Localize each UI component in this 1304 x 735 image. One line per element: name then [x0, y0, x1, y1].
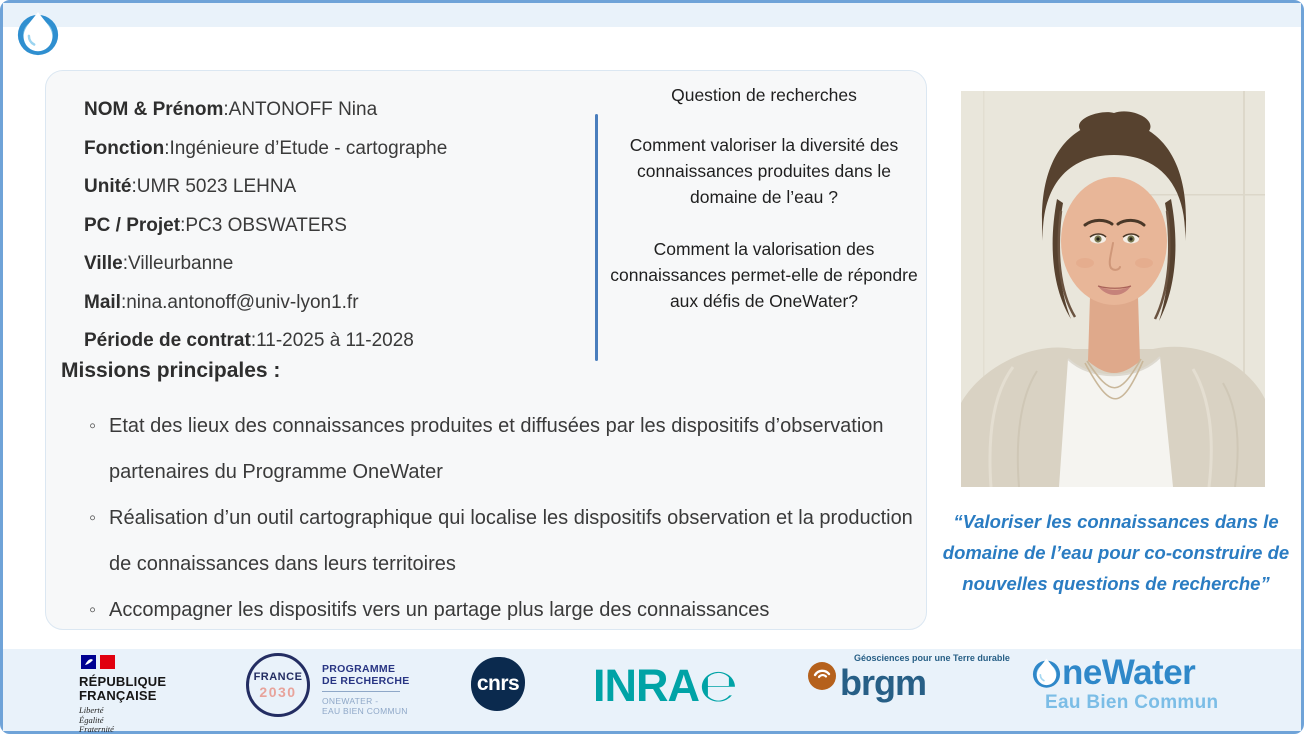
- info-sep: :: [164, 137, 170, 159]
- mission-item: [89, 403, 927, 495]
- onewater-wordmark: neWater: [1062, 653, 1196, 692]
- f2030-divider: [322, 691, 400, 692]
- f2030-title-line1: PROGRAMME: [322, 663, 396, 675]
- quote-text: “Valoriser les connaissances dans le domaine de l’eau pour co-construire de nouvelles questions de recherche”: [942, 511, 1290, 594]
- info-value: PC3 OBSWATERS: [185, 214, 347, 236]
- cnrs-logo: [471, 657, 525, 711]
- info-row-project: [84, 207, 447, 246]
- france-2030-year: 2030: [259, 683, 297, 700]
- bullet-icon: ◦: [89, 507, 97, 529]
- info-sep: :: [120, 291, 127, 313]
- info-label: Unité: [84, 176, 132, 198]
- mission-text: Etat des lieux des connaissances produites et diffusées par les dispositifs d’observation partenaires du Programme OneWater: [109, 415, 884, 483]
- inrae-text: INRA: [593, 660, 699, 711]
- info-row-function: [84, 130, 447, 169]
- research-questions: [604, 83, 924, 340]
- info-row-city: [84, 245, 447, 284]
- mission-text: Réalisation d’un outil cartographique qui localise les dispositifs observation et la production de connaissances dans leurs territoires: [109, 507, 913, 575]
- water-drop-icon: [15, 11, 61, 57]
- f2030-sub-line1: ONEWATER -: [322, 696, 379, 706]
- info-row-unit: [84, 168, 447, 207]
- brgm-circle-icon: [807, 661, 837, 691]
- vertical-divider: [595, 114, 598, 361]
- inrae-logo: [593, 659, 737, 712]
- france-2030-logo: [246, 653, 410, 717]
- republique-francaise-logo: [79, 655, 166, 735]
- profile-card: [45, 70, 927, 630]
- research-title: Question de recherches: [671, 85, 857, 105]
- info-value: 11-2025 à 11-2028: [256, 330, 414, 352]
- rf-title-line1: RÉPUBLIQUE: [79, 674, 167, 689]
- onewater-subtitle: Eau Bien Commun: [1045, 692, 1219, 713]
- profile-info: [84, 91, 447, 361]
- top-band: [3, 3, 1301, 27]
- info-label: Ville: [84, 253, 123, 275]
- portrait-photo: [961, 91, 1265, 487]
- info-value: UMR 5023 LEHNA: [136, 176, 297, 198]
- french-flag-icon: [81, 655, 115, 670]
- info-label: Fonction: [84, 137, 165, 159]
- info-sep: :: [223, 99, 229, 121]
- onewater-logo: [1031, 655, 1218, 714]
- mission-text: Accompagner les dispositifs vers un partage plus large des connaissances: [109, 599, 770, 621]
- rf-motto-fraternite: Fraternité: [79, 724, 114, 734]
- info-label: PC / Projet: [84, 214, 181, 236]
- info-value: nina.antonoff@univ-lyon1.fr: [126, 291, 359, 313]
- bullet-icon: ◦: [89, 599, 97, 621]
- info-row-mail: [84, 284, 447, 323]
- f2030-sub-line2: EAU BIEN COMMUN: [322, 706, 408, 716]
- brgm-name: brgm: [840, 662, 926, 703]
- research-question: Comment valoriser la diversité des connaissances produites dans le domaine de l’eau ?: [629, 135, 899, 207]
- info-sep: :: [250, 330, 257, 352]
- mission-item: [89, 587, 927, 633]
- inrae-e-glyph: ℮: [699, 659, 737, 712]
- missions-list: [89, 403, 927, 633]
- info-label: Période de contrat: [84, 330, 251, 352]
- france-2030-circle-icon: [246, 653, 310, 717]
- info-sep: :: [122, 253, 129, 275]
- info-sep: :: [131, 176, 137, 198]
- info-label: Mail: [84, 291, 121, 313]
- info-sep: :: [180, 214, 186, 236]
- info-row-contract: [84, 322, 447, 361]
- rf-motto-egalite: Égalité: [79, 714, 104, 725]
- info-value: Ingénieure d’Etude - cartographe: [169, 137, 448, 159]
- info-label: NOM & Prénom: [84, 99, 224, 121]
- f2030-title-line2: DE RECHERCHE: [322, 675, 410, 687]
- partner-logos: [3, 649, 1301, 734]
- info-row-name: [84, 91, 447, 130]
- info-value: ANTONOFF Nina: [228, 99, 378, 121]
- rf-title-line2: FRANÇAISE: [79, 688, 157, 703]
- missions-title: Missions principales :: [61, 359, 281, 382]
- brgm-tagline: Géosciences pour une Terre durable: [854, 653, 1010, 663]
- research-question: Comment la valorisation des connaissances permet-elle de répondre aux défis de OneWater?: [610, 239, 918, 311]
- bullet-icon: ◦: [89, 415, 97, 437]
- rf-motto-liberte: Liberté: [79, 705, 104, 715]
- cnrs-label: cnrs: [476, 672, 520, 695]
- france-2030-text: FRANCE: [253, 670, 303, 683]
- info-value: Villeurbanne: [128, 253, 234, 275]
- onewater-o-drop-icon: [1031, 658, 1062, 689]
- mission-item: [89, 495, 927, 587]
